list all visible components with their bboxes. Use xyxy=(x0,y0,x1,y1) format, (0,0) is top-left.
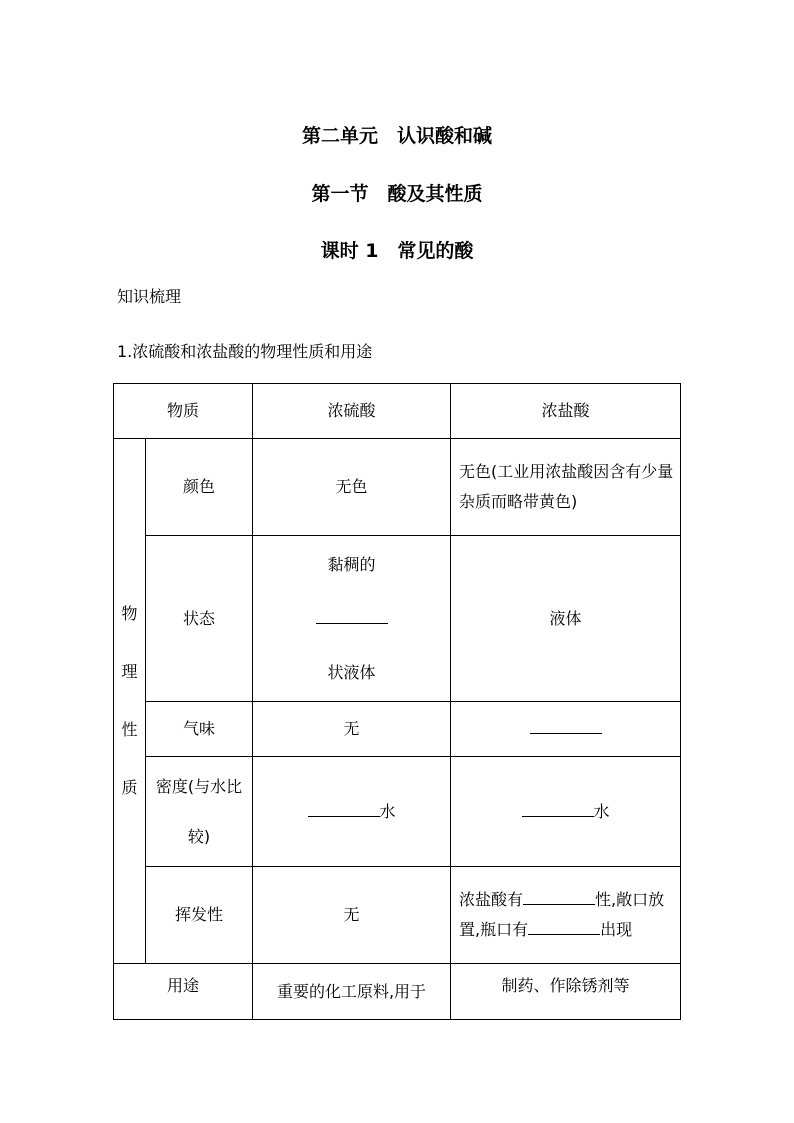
row-label-density: 密度(与水比较) xyxy=(146,757,253,867)
row-label-use: 用途 xyxy=(114,964,253,1020)
group-char: 物 xyxy=(121,604,138,623)
group-char: 质 xyxy=(121,778,138,797)
fill-blank[interactable] xyxy=(522,815,594,817)
volatility-text-3: 出现 xyxy=(600,920,633,939)
volatility-sulfuric: 无 xyxy=(253,867,451,964)
fill-blank[interactable] xyxy=(308,815,380,817)
color-sulfuric: 无色 xyxy=(253,439,451,536)
density-sulfuric xyxy=(253,757,451,867)
properties-table xyxy=(113,383,681,1020)
header-sulfuric: 浓硫酸 xyxy=(253,384,451,439)
density-sulfuric-suffix: 水 xyxy=(379,801,396,821)
fill-blank[interactable] xyxy=(523,903,595,905)
item-1-heading: 1.浓硫酸和浓盐酸的物理性质和用途 xyxy=(117,342,373,361)
table-header-row xyxy=(114,384,681,439)
row-label-color: 颜色 xyxy=(146,439,253,536)
state-sulfuric-blank[interactable] xyxy=(253,592,450,646)
state-sulfuric-before: 黏稠的 xyxy=(327,554,376,574)
state-sulfuric-after: 状液体 xyxy=(327,662,376,682)
density-hydrochloric xyxy=(451,757,681,867)
fill-blank[interactable] xyxy=(528,933,600,935)
volatility-text-1: 浓盐酸有 xyxy=(459,890,524,909)
table-row xyxy=(114,964,681,1020)
row-label-volatility: 挥发性 xyxy=(146,867,253,964)
knowledge-heading: 知识梳理 xyxy=(117,287,182,306)
use-sulfuric: 重要的化工原料,用于 xyxy=(253,964,451,1020)
table-row xyxy=(114,757,681,867)
lesson-title: 课时 1 常见的酸 xyxy=(320,240,474,262)
use-hydrochloric: 制药、作除锈剂等 xyxy=(451,964,681,1020)
unit-title: 第二单元 认识酸和碱 xyxy=(301,125,492,147)
fill-blank[interactable] xyxy=(530,732,602,734)
physical-properties-label xyxy=(114,439,146,964)
density-hydrochloric-suffix: 水 xyxy=(593,801,610,821)
group-char: 性 xyxy=(121,720,138,739)
odor-sulfuric: 无 xyxy=(253,702,451,757)
table-row xyxy=(114,867,681,964)
volatility-text-2: 性,敞口放置,瓶口有 xyxy=(459,890,665,939)
state-sulfuric xyxy=(253,536,451,702)
row-label-odor: 气味 xyxy=(146,702,253,757)
section-title: 第一节 酸及其性质 xyxy=(311,183,483,205)
color-hydrochloric: 无色(工业用浓盐酸因含有少量杂质而略带黄色) xyxy=(451,439,681,536)
header-substance: 物质 xyxy=(114,384,253,439)
volatility-hydrochloric xyxy=(451,867,681,964)
group-char: 理 xyxy=(121,662,138,681)
table-row xyxy=(114,702,681,757)
header-hydrochloric: 浓盐酸 xyxy=(451,384,681,439)
row-label-state: 状态 xyxy=(146,536,253,702)
fill-blank[interactable] xyxy=(316,622,388,624)
table-row xyxy=(114,439,681,536)
odor-hydrochloric xyxy=(451,702,681,757)
state-hydrochloric: 液体 xyxy=(451,536,681,702)
table-row xyxy=(114,536,681,702)
